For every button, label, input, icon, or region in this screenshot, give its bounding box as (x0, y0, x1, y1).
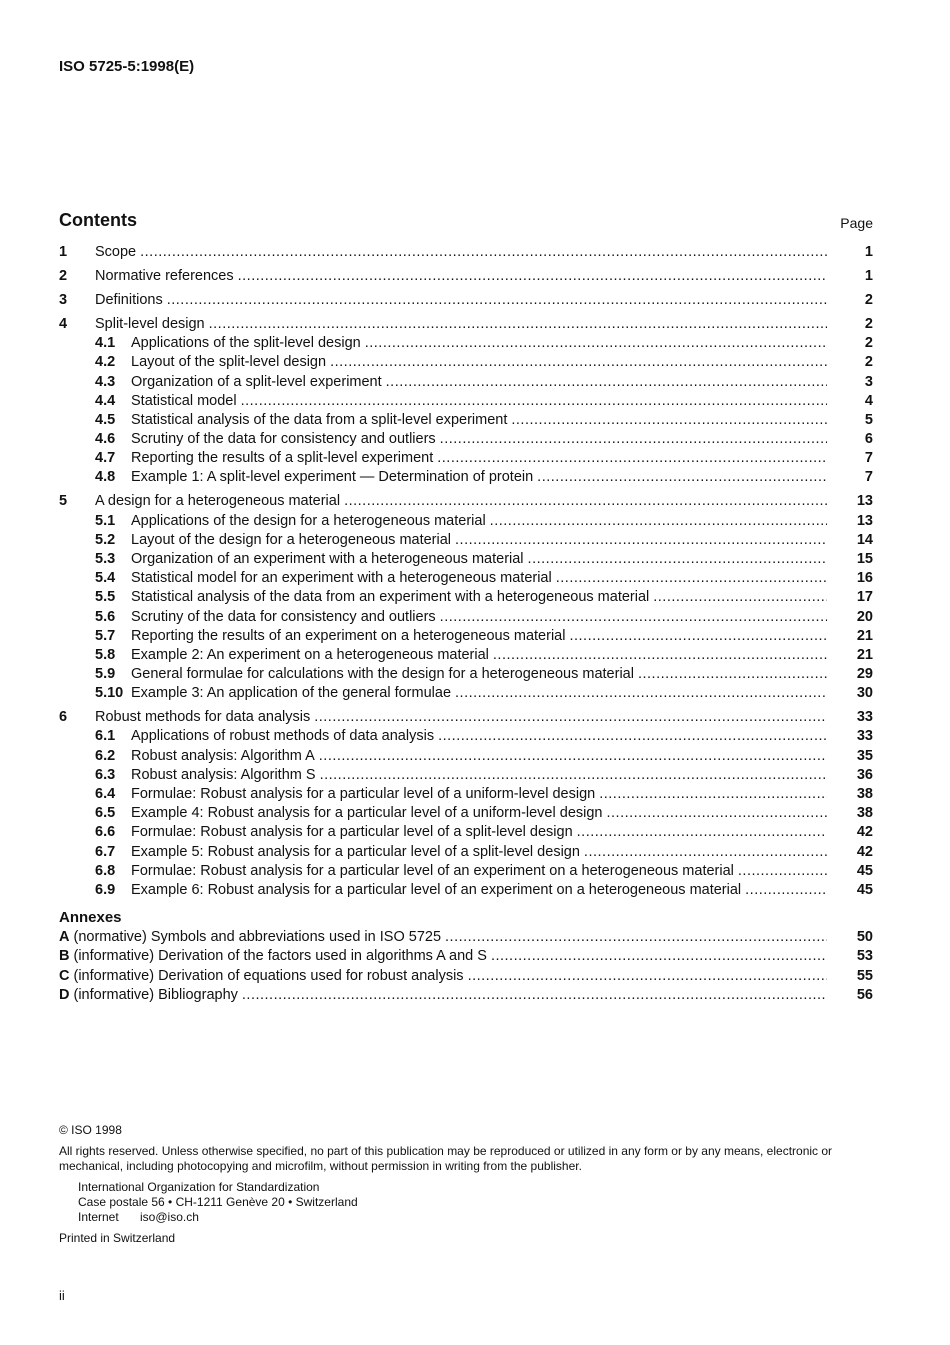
toc-annex-row[interactable] (59, 986, 873, 1005)
internet-email[interactable]: iso@iso.ch (140, 1210, 199, 1224)
toc-page-number: 14 (856, 531, 873, 548)
toc-subsection-row[interactable] (59, 608, 873, 627)
toc-subsection-row[interactable] (59, 646, 873, 665)
toc-section-number: 2 (59, 267, 68, 284)
toc-subsection-row[interactable] (59, 468, 873, 487)
dot-leader (638, 665, 827, 684)
toc-page-number: 7 (864, 450, 873, 467)
toc-page-number: 55 (856, 967, 873, 984)
toc-section-row[interactable] (59, 291, 873, 310)
toc-subsection-title: Example 2: An experiment on a heterogeneous material (131, 646, 489, 663)
toc-annex-title: (normative) Symbols and abbreviations used in ISO 5725 (73, 929, 442, 946)
dot-leader (438, 727, 827, 746)
toc-subsection-title: Robust analysis: Algorithm A (131, 747, 315, 764)
toc-subsection-row[interactable] (59, 823, 873, 842)
toc-page-number: 50 (856, 929, 873, 946)
toc-page-number: 17 (856, 589, 873, 606)
toc-page-number: 4 (864, 392, 873, 409)
toc-subsection-row[interactable] (59, 881, 873, 900)
toc-subsection-row[interactable] (59, 862, 873, 881)
dot-leader (556, 569, 827, 588)
dot-leader (653, 588, 827, 607)
toc-subsection-number: 4.3 (95, 373, 116, 390)
toc-section-title: A design for a heterogeneous material (95, 493, 341, 510)
toc-subsection-number: 6.1 (95, 728, 116, 745)
toc-section-title: Robust methods for data analysis (95, 709, 311, 726)
toc-subsection-row[interactable] (59, 785, 873, 804)
toc-subsection-row[interactable] (59, 588, 873, 607)
toc-section-number: 4 (59, 315, 68, 332)
toc-subsection-row[interactable] (59, 684, 873, 703)
dot-leader (599, 785, 827, 804)
contents-header (59, 210, 873, 231)
toc-subsection-title: Formulae: Robust analysis for a particular level of an experiment on a heterogeneous material (131, 862, 734, 879)
toc-subsection-title: Example 5: Robust analysis for a particular level of a split-level design (131, 843, 580, 860)
toc-subsection-row[interactable] (59, 627, 873, 646)
toc-subsection-row[interactable] (59, 550, 873, 569)
dot-leader (238, 267, 827, 286)
dot-leader (167, 291, 827, 310)
toc-subsection-number: 6.4 (95, 786, 116, 803)
toc-annex-letter: D (59, 986, 70, 1003)
toc-subsection-title: Example 3: An application of the general formulae (131, 685, 452, 702)
toc-page-number: 16 (856, 570, 873, 587)
toc-section-number: 1 (59, 244, 68, 260)
toc-subsection-number: 4.6 (95, 431, 116, 448)
toc-subsection-number: 5.2 (95, 531, 116, 548)
toc-page-number: 1 (864, 267, 873, 284)
toc-subsection-row[interactable] (59, 665, 873, 684)
toc-page-number: 1 (864, 244, 873, 260)
toc-subsection-number: 6.5 (95, 805, 116, 822)
toc-subsection-title: Statistical analysis of the data from a split-level experiment (131, 411, 508, 428)
toc-subsection-title: Applications of the split-level design (131, 335, 361, 352)
toc-page-number: 42 (856, 843, 873, 860)
toc-annex-title: (informative) Derivation of the factors used in algorithms A and S (73, 948, 487, 965)
toc-page-number: 33 (856, 728, 873, 745)
dot-leader (440, 430, 827, 449)
dot-leader (584, 843, 827, 862)
toc-subsection-row[interactable] (59, 512, 873, 531)
dot-leader (490, 512, 827, 531)
rights-notice: All rights reserved. Unless otherwise specified, no part of this publication may be reproduced or utilized in any form or by any means, electronic or mechanical, including photocopying and microfilm, without permission in writing from the publisher. (59, 1144, 833, 1173)
toc-page-number: 33 (856, 709, 873, 726)
document-id: ISO 5725-5:1998(E) (59, 58, 195, 75)
printed-in: Printed in Switzerland (59, 1231, 176, 1245)
dot-leader (140, 243, 827, 262)
toc-subsection-row[interactable] (59, 804, 873, 823)
dot-leader (242, 986, 827, 1005)
toc-subsection-title: Example 4: Robust analysis for a particular level of a uniform-level design (131, 805, 603, 822)
toc-page-number: 36 (856, 766, 873, 783)
toc-subsection-title: Scrutiny of the data for consistency and outliers (131, 608, 436, 625)
dot-leader (455, 684, 827, 703)
toc-subsection-row[interactable] (59, 373, 873, 392)
toc-page-number: 20 (856, 608, 873, 625)
toc-section-title: Split-level design (95, 315, 205, 332)
dot-leader (365, 334, 827, 353)
toc-subsection-title: Applications of robust methods of data analysis (131, 728, 435, 745)
toc-subsection-title: Statistical model for an experiment with a heterogeneous material (131, 570, 552, 587)
dot-leader (440, 608, 827, 627)
copyright-line: © ISO 1998 (59, 1123, 122, 1137)
toc-page-number: 56 (856, 986, 873, 1003)
toc-page-number: 38 (856, 786, 873, 803)
toc-subsection-title: Statistical analysis of the data from an experiment with a heterogeneous material (131, 589, 650, 606)
toc-section-title: Definitions (95, 291, 163, 308)
dot-leader (606, 804, 827, 823)
toc-section-title: Scope (95, 244, 137, 260)
toc-subsection-title: Organization of a split-level experiment (131, 373, 382, 390)
toc-annex-title: (informative) Bibliography (73, 986, 238, 1003)
toc-subsection-number: 6.6 (95, 824, 116, 841)
toc-section-row[interactable] (59, 267, 873, 286)
toc-subsection-title: Statistical model (131, 392, 237, 409)
toc-subsection-number: 6.2 (95, 747, 116, 764)
toc-subsection-number: 4.5 (95, 411, 116, 428)
toc-page-number: 38 (856, 805, 873, 822)
toc-page-number: 5 (864, 411, 873, 428)
toc-page-number: 45 (856, 881, 873, 898)
toc-page-number: 7 (864, 469, 873, 486)
toc-subsection-row[interactable] (59, 411, 873, 430)
toc-subsection-number: 5.3 (95, 551, 116, 567)
toc-subsection-number: 6.9 (95, 881, 116, 898)
toc-subsection-number: 5.7 (95, 627, 116, 644)
toc-annex-title: (informative) Derivation of equations used for robust analysis (73, 967, 464, 984)
toc-subsection-number: 6.8 (95, 862, 116, 879)
dot-leader (319, 747, 827, 766)
toc-annex-letter: C (59, 967, 70, 984)
dot-leader (745, 881, 827, 900)
toc-section-row[interactable] (59, 708, 873, 727)
dot-leader (209, 315, 827, 334)
toc-subsection-title: Formulae: Robust analysis for a particular level of a split-level design (131, 824, 573, 841)
toc-subsection-title: Reporting the results of an experiment on a heterogeneous material (131, 627, 566, 644)
dot-leader (577, 823, 827, 842)
annexes-heading: Annexes (59, 909, 122, 927)
toc-section-row[interactable] (59, 243, 873, 262)
toc-subsection-title: Example 6: Robust analysis for a particular level of an experiment on a heterogeneous material (131, 881, 742, 898)
toc-subsection-number: 4.8 (95, 469, 116, 486)
dot-leader (738, 862, 827, 881)
toc-page-number: 21 (856, 646, 873, 663)
table-of-contents (59, 243, 873, 1005)
toc-subsection-row[interactable] (59, 569, 873, 588)
toc-subsection-row[interactable] (59, 430, 873, 449)
toc-annex-row[interactable] (59, 967, 873, 986)
toc-annex-letter: B (59, 948, 70, 965)
toc-subsection-title: Organization of an experiment with a heterogeneous material (131, 551, 524, 567)
toc-subsection-number: 5.8 (95, 646, 116, 663)
dot-leader (320, 766, 827, 785)
dot-leader (537, 468, 827, 487)
toc-subsection-number: 5.5 (95, 589, 116, 606)
toc-page-number: 2 (864, 291, 873, 308)
toc-section-number: 3 (59, 291, 68, 308)
dot-leader (241, 392, 827, 411)
toc-subsection-number: 5.4 (95, 570, 116, 587)
toc-subsection-title: Example 1: A split-level experiment — Determination of protein (131, 469, 534, 486)
internet-line (78, 1210, 879, 1225)
toc-page-number: 30 (856, 685, 873, 702)
toc-subsection-row[interactable] (59, 747, 873, 766)
toc-subsection-number: 4.7 (95, 450, 116, 467)
contents-title: Contents (59, 210, 137, 230)
toc-subsection-title: Layout of the design for a heterogeneous material (131, 531, 452, 548)
toc-subsection-title: Robust analysis: Algorithm S (131, 766, 316, 783)
toc-subsection-row[interactable] (59, 449, 873, 468)
toc-subsection-title: Layout of the split-level design (131, 354, 327, 371)
toc-subsection-number: 4.4 (95, 392, 116, 409)
toc-subsection-row[interactable] (59, 392, 873, 411)
internet-label: Internet (78, 1210, 119, 1224)
toc-subsection-number: 5.6 (95, 608, 116, 625)
page-folio: ii (59, 1288, 65, 1303)
dot-leader (330, 353, 827, 372)
toc-page-number: 35 (856, 747, 873, 764)
dot-leader (491, 947, 827, 966)
toc-subsection-number: 6.7 (95, 843, 116, 860)
dot-leader (314, 708, 827, 727)
toc-page-number: 13 (856, 493, 873, 510)
toc-subsection-number: 5.1 (95, 512, 116, 529)
dot-leader (437, 449, 827, 468)
copyright-footer (59, 1123, 879, 1246)
dot-leader (445, 928, 827, 947)
toc-section-number: 6 (59, 709, 68, 726)
toc-annex-letter: A (59, 929, 70, 946)
dot-leader (493, 646, 827, 665)
toc-page-number: 6 (864, 431, 873, 448)
toc-subsection-number: 5.10 (95, 685, 124, 702)
toc-section-number: 5 (59, 493, 68, 510)
toc-annex-row[interactable] (59, 928, 873, 947)
toc-section-row[interactable] (59, 492, 873, 511)
dot-leader (528, 550, 827, 569)
toc-subsection-row[interactable] (59, 727, 873, 746)
toc-subsection-title: Formulae: Robust analysis for a particular level of a uniform-level design (131, 786, 596, 803)
toc-page-number: 42 (856, 824, 873, 841)
toc-page-number: 2 (864, 315, 873, 332)
toc-page-number: 3 (864, 373, 873, 390)
toc-page-number: 45 (856, 862, 873, 879)
toc-page-number: 2 (864, 335, 873, 352)
toc-subsection-title: Applications of the design for a heterogeneous material (131, 512, 486, 529)
toc-page-number: 2 (864, 354, 873, 371)
dot-leader (344, 492, 827, 511)
toc-subsection-title: Scrutiny of the data for consistency and outliers (131, 431, 436, 448)
toc-subsection-row[interactable] (59, 766, 873, 785)
org-name: International Organization for Standardization (78, 1180, 320, 1194)
toc-subsection-row[interactable] (59, 334, 873, 353)
toc-subsection-number: 6.3 (95, 766, 116, 783)
toc-subsection-row[interactable] (59, 843, 873, 862)
toc-section-row[interactable] (59, 315, 873, 334)
toc-subsection-title: Reporting the results of a split-level experiment (131, 450, 434, 467)
toc-section-title: Normative references (95, 267, 234, 284)
page-column-label: Page (840, 215, 873, 231)
toc-page-number: 21 (856, 627, 873, 644)
toc-subsection-number: 4.2 (95, 354, 116, 371)
dot-leader (468, 967, 827, 986)
dot-leader (455, 531, 827, 550)
toc-subsection-number: 5.9 (95, 666, 116, 683)
toc-page-number: 53 (856, 948, 873, 965)
org-address: Case postale 56 • CH-1211 Genève 20 • Switzerland (78, 1195, 358, 1209)
toc-subsection-row[interactable] (59, 353, 873, 372)
toc-page-number: 29 (856, 666, 873, 683)
dot-leader (511, 411, 827, 430)
dot-leader (569, 627, 827, 646)
toc-subsection-title: General formulae for calculations with the design for a heterogeneous material (131, 666, 634, 683)
toc-subsection-number: 4.1 (95, 335, 116, 352)
toc-page-number: 13 (856, 512, 873, 529)
dot-leader (386, 373, 827, 392)
toc-subsection-row[interactable] (59, 531, 873, 550)
toc-annex-row[interactable] (59, 947, 873, 966)
toc-page-number: 15 (856, 551, 873, 567)
